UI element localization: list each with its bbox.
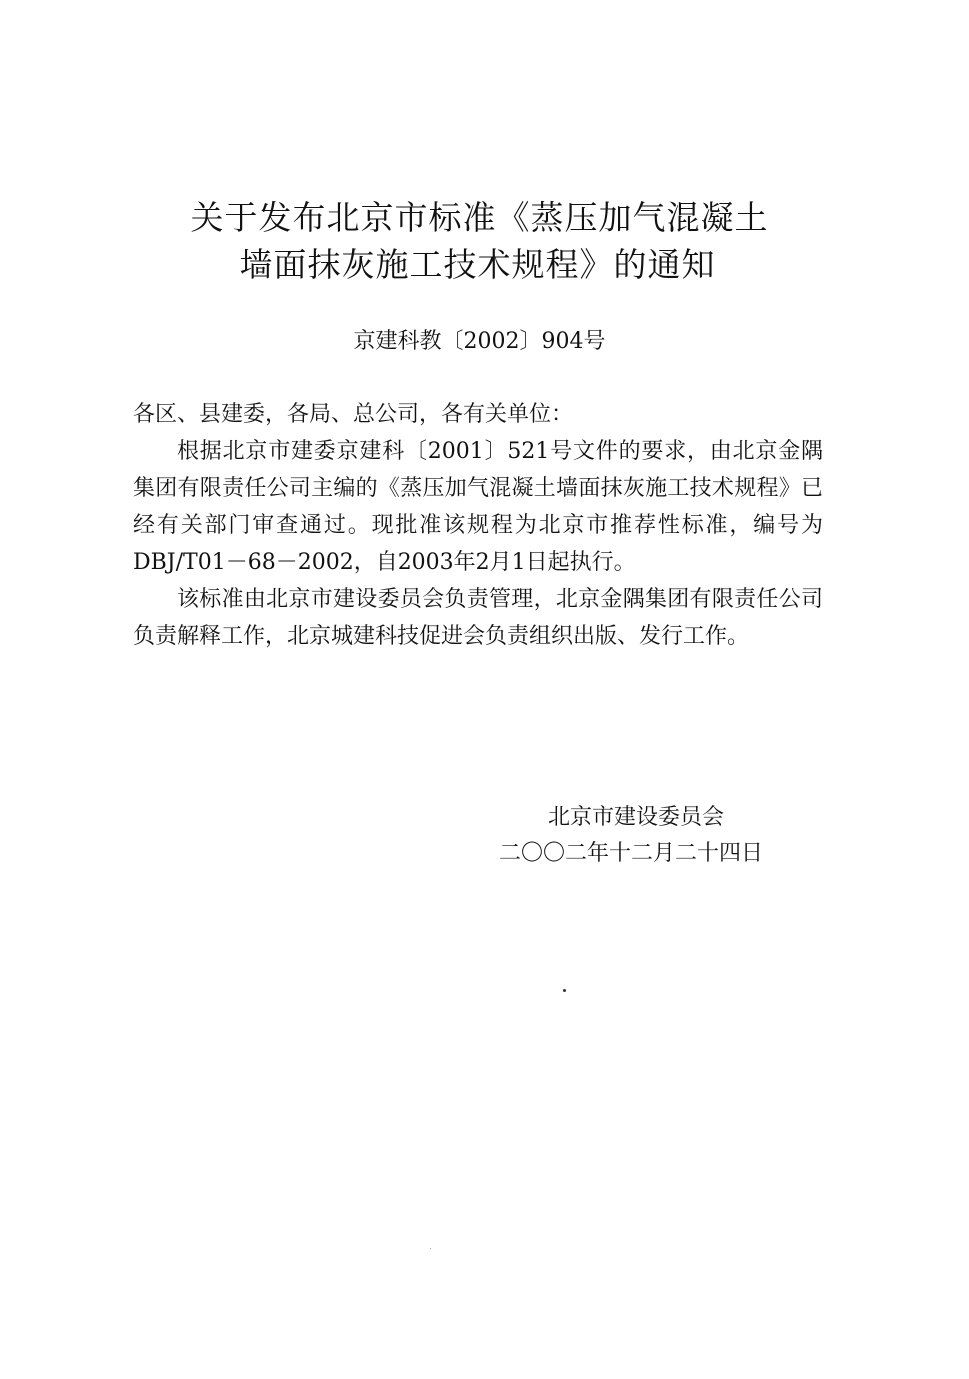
signature-organization: 北京市建设委员会: [548, 805, 725, 830]
notice-title-line-2: 墙面抹灰施工技术规程》的通知: [239, 245, 716, 284]
scan-speck: [563, 989, 566, 992]
paragraph-management: 该标准由北京市建设委员会负责管理，北京金隅集团有限责任公司负责解释工作，北京城建科技促进会负责组织出版、发行工作。: [133, 587, 823, 649]
notice-title-line-1: 关于发布北京市标准《蒸压加气混凝土: [190, 198, 769, 237]
paragraph-approval: 根据北京市建委京建科〔2001〕521号文件的要求，由北京金隅集团有限责任公司主编的《蒸压加气混凝土墙面抹灰施工技术规程》已经有关部门审查通过。现批准该规程为北京市推荐性标准，编号为DBJ/T01－68－2002，自2003年2月1日起执行。: [133, 439, 823, 575]
addressee: 各区、县建委，各局、总公司，各有关单位：: [133, 402, 574, 427]
signature-date: 二〇〇二年十二月二十四日: [499, 841, 764, 866]
document-number: 京建科教〔2002〕904号: [353, 329, 606, 354]
scan-speck: [430, 1248, 431, 1249]
notice-body: [133, 396, 823, 655]
